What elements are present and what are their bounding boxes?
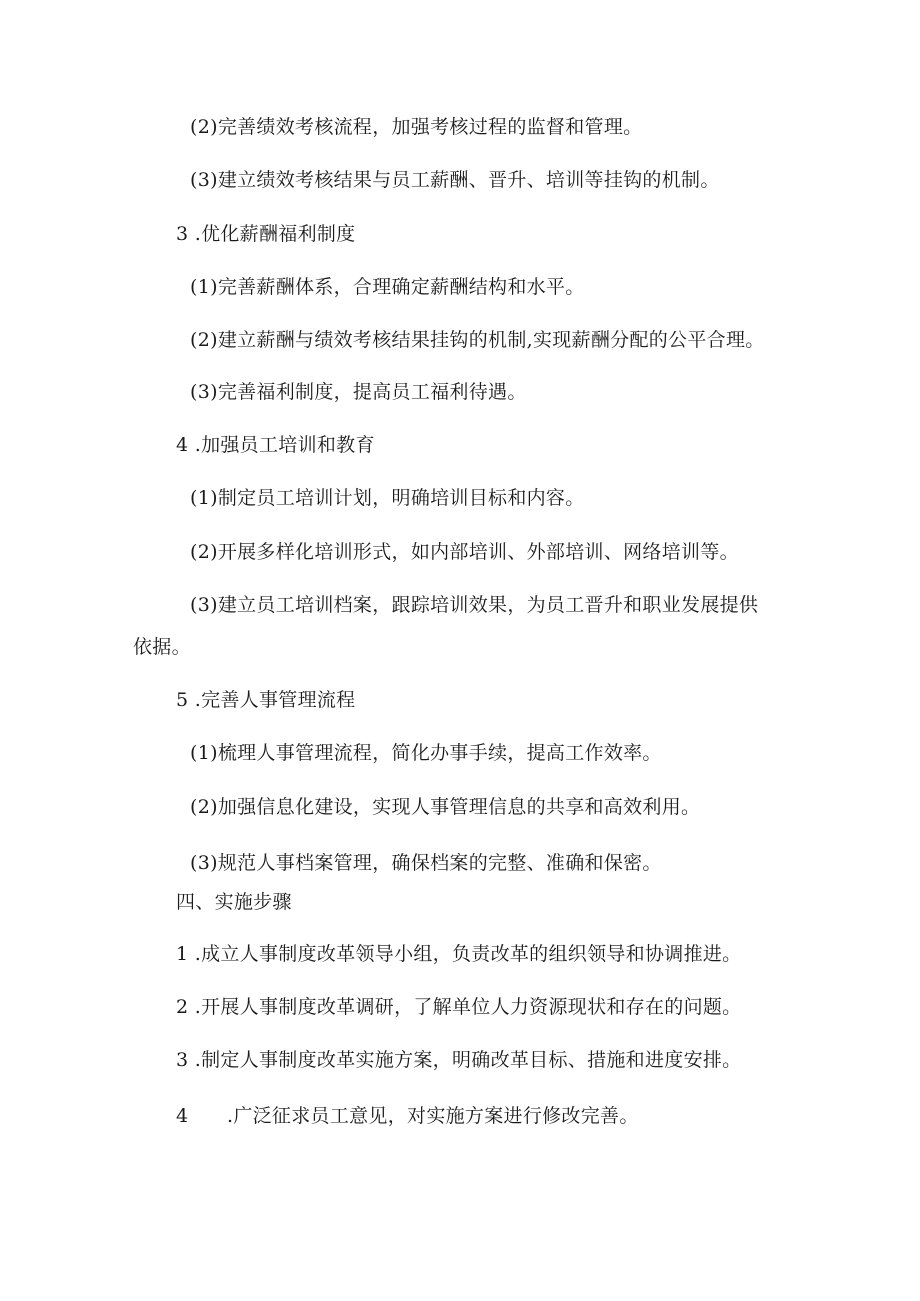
step-4: 4 .广泛征求员工意见，对实施方案进行修改完善。 — [176, 1105, 639, 1127]
paragraph-2-2: (2)完善绩效考核流程，加强考核过程的监督和管理。 — [190, 116, 643, 138]
section-heading-3: 3 .优化薪酬福利制度 — [176, 223, 356, 245]
step-3: 3 .制定人事制度改革实施方案，明确改革目标、措施和进度安排。 — [176, 1049, 742, 1071]
paragraph-3-2: (2)建立薪酬与绩效考核结果挂钩的机制,实现薪酬分配的公平合理。 — [190, 329, 765, 351]
paragraph-3-1: (1)完善薪酬体系，合理确定薪酬结构和水平。 — [190, 276, 585, 298]
section-heading-4: 4 .加强员工培训和教育 — [176, 434, 375, 456]
section-heading-5: 5 .完善人事管理流程 — [176, 689, 356, 711]
step-2: 2 .开展人事制度改革调研，了解单位人力资源现状和存在的问题。 — [176, 996, 742, 1018]
chapter-heading-implementation: 四、实施步骤 — [176, 891, 292, 913]
paragraph-4-2: (2)开展多样化培训形式，如内部培训、外部培训、网络培训等。 — [190, 541, 739, 563]
paragraph-2-3: (3)建立绩效考核结果与员工薪酬、晋升、培训等挂钩的机制。 — [190, 169, 720, 191]
paragraph-5-2: (2)加强信息化建设，实现人事管理信息的共享和高效利用。 — [190, 796, 701, 818]
paragraph-5-1: (1)梳理人事管理流程，简化办事手续，提高工作效率。 — [190, 742, 662, 764]
step-1: 1 .成立人事制度改革领导小组，负责改革的组织领导和协调推进。 — [176, 943, 742, 965]
paragraph-3-3: (3)完善福利制度，提高员工福利待遇。 — [190, 381, 527, 403]
paragraph-4-3-continuation: 依据。 — [133, 636, 191, 658]
paragraph-4-1: (1)制定员工培训计划，明确培训目标和内容。 — [190, 487, 585, 509]
paragraph-5-3: (3)规范人事档案管理，确保档案的完整、准确和保密。 — [190, 852, 662, 874]
paragraph-4-3: (3)建立员工培训档案，跟踪培训效果，为员工晋升和职业发展提供 — [190, 594, 759, 616]
